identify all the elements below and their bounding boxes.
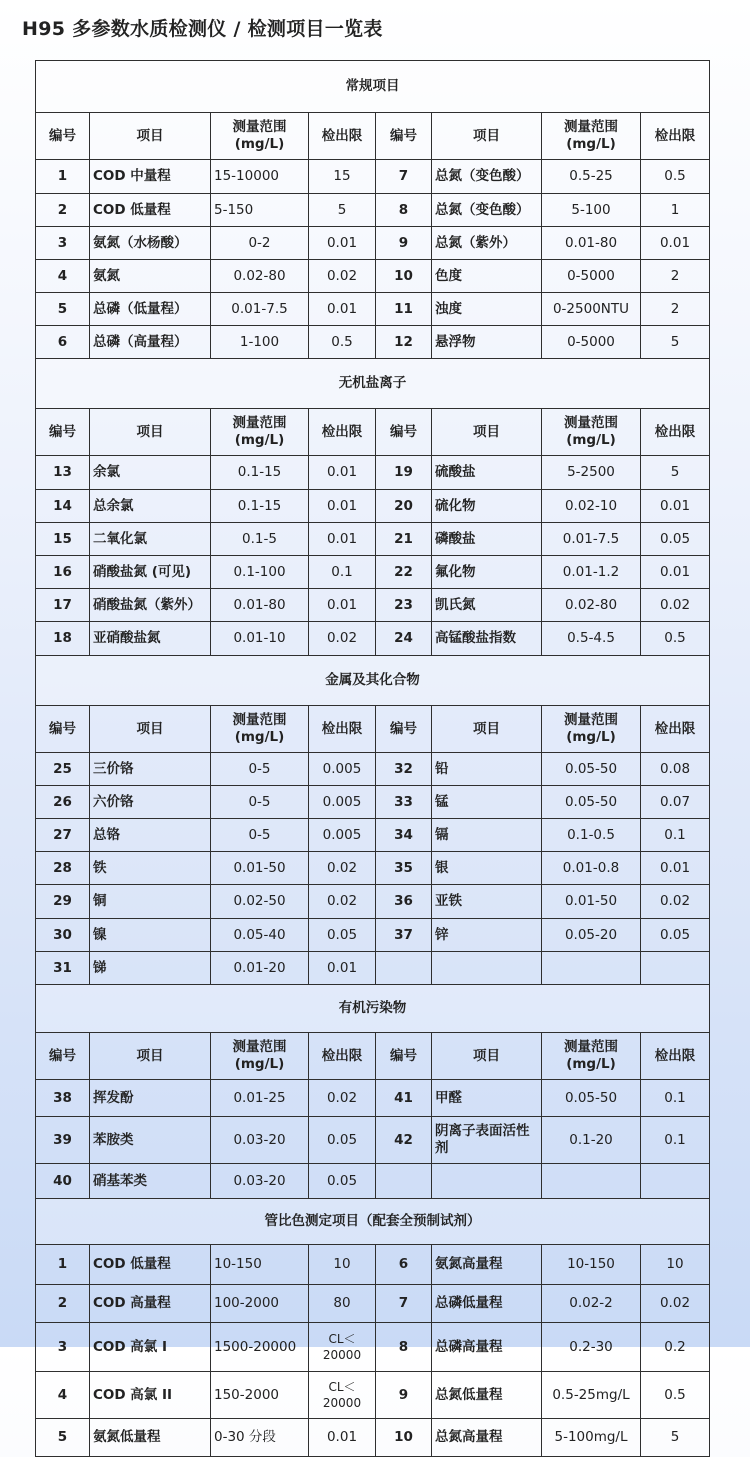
table-row (36, 786, 710, 819)
cell-limit: 0.1 (641, 819, 710, 852)
cell-name: 总氮高量程 (432, 1419, 542, 1457)
cell-num: 30 (36, 919, 90, 952)
cell-limit: 0.02 (641, 885, 710, 919)
cell-num: 36 (376, 885, 432, 919)
cell-limit: 0.2 (641, 1323, 710, 1372)
cell-limit: 0.1 (641, 1117, 710, 1164)
cell-range: 1-100 (211, 326, 309, 359)
cell-limit: 0.02 (309, 622, 376, 656)
cell-name: 氨氮（水杨酸） (90, 227, 211, 260)
cell-limit: 1 (641, 194, 710, 227)
cell-range: 0.01-50 (542, 885, 641, 919)
cell-range: 0.02-80 (542, 589, 641, 622)
cell-name: 氨氮高量程 (432, 1245, 542, 1285)
cell-num: 3 (36, 1323, 90, 1372)
cell-range: 0.03-20 (211, 1164, 309, 1199)
column-header: 测量范围 (mg/L) (542, 409, 641, 456)
cell-range: 0.01-1.2 (542, 556, 641, 589)
table-row (36, 293, 710, 326)
table-row (36, 753, 710, 786)
cell-range: 0.02-10 (542, 490, 641, 523)
cell-limit: 0.01 (641, 852, 710, 885)
cell-name: 硫化物 (432, 490, 542, 523)
cell-limit: 0.02 (309, 885, 376, 919)
cell-num: 9 (376, 1372, 432, 1419)
cell-range: 150-2000 (211, 1372, 309, 1419)
cell-name: 总磷高量程 (432, 1323, 542, 1372)
cell-range (542, 952, 641, 985)
cell-range: 0.1-100 (211, 556, 309, 589)
cell-name: 氟化物 (432, 556, 542, 589)
cell-name: 总氮（变色酸） (432, 160, 542, 194)
cell-limit (641, 952, 710, 985)
column-header: 编号 (376, 1033, 432, 1080)
section-row (36, 656, 710, 706)
cell-num: 29 (36, 885, 90, 919)
table-row (36, 1117, 710, 1164)
cell-limit: CL＜20000 (309, 1372, 376, 1419)
cell-name: 亚铁 (432, 885, 542, 919)
cell-limit: 0.5 (309, 326, 376, 359)
cell-limit: 0.02 (641, 1285, 710, 1323)
cell-limit: 0.02 (309, 260, 376, 293)
cell-limit: 0.05 (641, 919, 710, 952)
cell-name: 二氧化氯 (90, 523, 211, 556)
cell-num: 14 (36, 490, 90, 523)
cell-num: 13 (36, 456, 90, 490)
cell-range: 0.01-7.5 (211, 293, 309, 326)
cell-limit: 0.05 (309, 1164, 376, 1199)
table-row (36, 1245, 710, 1285)
cell-range: 5-150 (211, 194, 309, 227)
cell-num: 33 (376, 786, 432, 819)
cell-num: 20 (376, 490, 432, 523)
cell-name (432, 952, 542, 985)
cell-num: 21 (376, 523, 432, 556)
cell-num: 35 (376, 852, 432, 885)
cell-limit: CL＜20000 (309, 1323, 376, 1372)
column-header: 项目 (90, 113, 211, 160)
cell-range: 0.1-5 (211, 523, 309, 556)
cell-name: 总余氯 (90, 490, 211, 523)
cell-name: 余氯 (90, 456, 211, 490)
cell-name: 总氮（紫外） (432, 227, 542, 260)
column-header: 项目 (90, 706, 211, 753)
cell-num: 17 (36, 589, 90, 622)
cell-num: 42 (376, 1117, 432, 1164)
cell-range: 0-2500NTU (542, 293, 641, 326)
column-header: 检出限 (309, 409, 376, 456)
cell-name (432, 1164, 542, 1199)
cell-name: COD 高氯 I (90, 1323, 211, 1372)
column-header: 测量范围 (mg/L) (211, 1033, 309, 1080)
cell-range: 0.1-15 (211, 456, 309, 490)
cell-num: 12 (376, 326, 432, 359)
cell-limit: 0.1 (309, 556, 376, 589)
cell-limit: 0.005 (309, 753, 376, 786)
cell-limit: 10 (309, 1245, 376, 1285)
cell-name: 氨氮低量程 (90, 1419, 211, 1457)
cell-limit: 2 (641, 260, 710, 293)
cell-name: 硝酸盐氮 (可见) (90, 556, 211, 589)
cell-num: 1 (36, 1245, 90, 1285)
table-row (36, 1372, 710, 1419)
cell-range: 0.1-15 (211, 490, 309, 523)
cell-name: 镍 (90, 919, 211, 952)
cell-limit: 0.01 (309, 523, 376, 556)
cell-range: 0.05-40 (211, 919, 309, 952)
column-header: 编号 (36, 1033, 90, 1080)
cell-limit: 0.01 (309, 1419, 376, 1457)
cell-limit: 5 (641, 326, 710, 359)
cell-num: 6 (36, 326, 90, 359)
cell-num: 24 (376, 622, 432, 656)
cell-limit: 15 (309, 160, 376, 194)
cell-name: 硫酸盐 (432, 456, 542, 490)
cell-limit: 0.05 (641, 523, 710, 556)
section-row (36, 985, 710, 1033)
column-header: 编号 (36, 409, 90, 456)
cell-range: 0.1-20 (542, 1117, 641, 1164)
cell-limit: 0.005 (309, 819, 376, 852)
table-row (36, 885, 710, 919)
cell-num: 15 (36, 523, 90, 556)
cell-limit: 0.5 (641, 160, 710, 194)
cell-range: 5-100mg/L (542, 1419, 641, 1457)
cell-name: 铅 (432, 753, 542, 786)
column-header: 检出限 (641, 706, 710, 753)
cell-limit: 0.01 (309, 227, 376, 260)
cell-name: 甲醛 (432, 1080, 542, 1117)
column-header: 项目 (432, 1033, 542, 1080)
cell-range: 0-5000 (542, 260, 641, 293)
cell-name: 铁 (90, 852, 211, 885)
cell-range: 5-100 (542, 194, 641, 227)
page-title: H95 多参数水质检测仪 / 检测项目一览表 (22, 18, 383, 40)
header-row (36, 706, 710, 753)
cell-name: 锌 (432, 919, 542, 952)
cell-limit: 0.05 (309, 919, 376, 952)
cell-limit: 0.5 (641, 622, 710, 656)
cell-num: 22 (376, 556, 432, 589)
cell-limit: 0.01 (309, 456, 376, 490)
column-header: 测量范围 (mg/L) (211, 706, 309, 753)
section-title: 金属及其化合物 (36, 656, 710, 706)
cell-range: 15-10000 (211, 160, 309, 194)
cell-limit: 0.01 (309, 293, 376, 326)
cell-num: 9 (376, 227, 432, 260)
cell-num (376, 1164, 432, 1199)
cell-num: 8 (376, 194, 432, 227)
cell-name: 镉 (432, 819, 542, 852)
section-row (36, 1199, 710, 1245)
cell-range: 0.01-80 (211, 589, 309, 622)
table-row (36, 622, 710, 656)
table-row (36, 227, 710, 260)
cell-limit: 10 (641, 1245, 710, 1285)
header-row (36, 409, 710, 456)
cell-num: 6 (376, 1245, 432, 1285)
column-header: 项目 (90, 409, 211, 456)
cell-range: 0.05-50 (542, 786, 641, 819)
cell-num: 27 (36, 819, 90, 852)
table-row (36, 456, 710, 490)
cell-range: 0.02-80 (211, 260, 309, 293)
column-header: 项目 (90, 1033, 211, 1080)
cell-num: 19 (376, 456, 432, 490)
cell-range: 0.1-0.5 (542, 819, 641, 852)
cell-limit (641, 1164, 710, 1199)
cell-name: 银 (432, 852, 542, 885)
table-row (36, 819, 710, 852)
table-row (36, 1419, 710, 1457)
table-row (36, 194, 710, 227)
cell-num: 18 (36, 622, 90, 656)
cell-num: 34 (376, 819, 432, 852)
header-row (36, 113, 710, 160)
cell-num: 4 (36, 260, 90, 293)
cell-num: 40 (36, 1164, 90, 1199)
cell-name: 苯胺类 (90, 1117, 211, 1164)
cell-range (542, 1164, 641, 1199)
cell-name: 氨氮 (90, 260, 211, 293)
cell-num: 16 (36, 556, 90, 589)
cell-name: 色度 (432, 260, 542, 293)
cell-num: 8 (376, 1323, 432, 1372)
cell-name: 总磷低量程 (432, 1285, 542, 1323)
cell-range: 10-150 (542, 1245, 641, 1285)
cell-num: 3 (36, 227, 90, 260)
cell-name: 亚硝酸盐氮 (90, 622, 211, 656)
cell-num: 38 (36, 1080, 90, 1117)
cell-name: 总铬 (90, 819, 211, 852)
cell-range: 0-5 (211, 819, 309, 852)
table-row (36, 589, 710, 622)
table-row (36, 490, 710, 523)
cell-range: 0.01-25 (211, 1080, 309, 1117)
column-header: 项目 (432, 409, 542, 456)
cell-range: 0.5-25mg/L (542, 1372, 641, 1419)
cell-num: 7 (376, 160, 432, 194)
table-row (36, 1080, 710, 1117)
table-row (36, 160, 710, 194)
cell-limit: 0.01 (641, 490, 710, 523)
cell-limit: 0.02 (309, 852, 376, 885)
cell-num (376, 952, 432, 985)
column-header: 检出限 (309, 1033, 376, 1080)
column-header: 检出限 (641, 409, 710, 456)
cell-num: 1 (36, 160, 90, 194)
table-row (36, 1164, 710, 1199)
cell-limit: 0.08 (641, 753, 710, 786)
column-header: 测量范围 (mg/L) (211, 113, 309, 160)
cell-name: 六价铬 (90, 786, 211, 819)
cell-range: 0.2-30 (542, 1323, 641, 1372)
section-title: 常规项目 (36, 61, 710, 113)
column-header: 检出限 (309, 706, 376, 753)
cell-num: 10 (376, 260, 432, 293)
detection-items-table (35, 60, 710, 1457)
column-header: 项目 (432, 706, 542, 753)
table-row (36, 1323, 710, 1372)
cell-limit: 5 (309, 194, 376, 227)
cell-limit: 0.1 (641, 1080, 710, 1117)
cell-limit: 0.01 (309, 952, 376, 985)
header-row (36, 1033, 710, 1080)
column-header: 测量范围 (mg/L) (542, 706, 641, 753)
section-row (36, 61, 710, 113)
cell-name: COD 高量程 (90, 1285, 211, 1323)
cell-range: 0.05-50 (542, 753, 641, 786)
cell-name: 总磷（低量程） (90, 293, 211, 326)
cell-range: 0.01-7.5 (542, 523, 641, 556)
cell-num: 23 (376, 589, 432, 622)
cell-num: 39 (36, 1117, 90, 1164)
cell-name: 悬浮物 (432, 326, 542, 359)
cell-limit: 5 (641, 1419, 710, 1457)
cell-name: 总氮低量程 (432, 1372, 542, 1419)
column-header: 编号 (36, 706, 90, 753)
cell-num: 5 (36, 293, 90, 326)
cell-num: 5 (36, 1419, 90, 1457)
cell-range: 1500-20000 (211, 1323, 309, 1372)
cell-limit: 0.005 (309, 786, 376, 819)
cell-limit: 0.05 (309, 1117, 376, 1164)
cell-num: 7 (376, 1285, 432, 1323)
column-header: 编号 (376, 706, 432, 753)
cell-name: 铜 (90, 885, 211, 919)
column-header: 编号 (36, 113, 90, 160)
cell-limit: 5 (641, 456, 710, 490)
cell-name: 硝酸盐氮（紫外） (90, 589, 211, 622)
cell-limit: 0.07 (641, 786, 710, 819)
cell-range: 0.01-0.8 (542, 852, 641, 885)
cell-range: 0.05-50 (542, 1080, 641, 1117)
table-row (36, 1285, 710, 1323)
cell-name: 三价铬 (90, 753, 211, 786)
column-header: 测量范围 (mg/L) (542, 1033, 641, 1080)
cell-limit: 0.02 (309, 1080, 376, 1117)
cell-limit: 0.02 (641, 589, 710, 622)
table-row (36, 523, 710, 556)
cell-name: COD 中量程 (90, 160, 211, 194)
table-row (36, 260, 710, 293)
cell-num: 10 (376, 1419, 432, 1457)
cell-name: 锑 (90, 952, 211, 985)
cell-name: 磷酸盐 (432, 523, 542, 556)
section-title: 有机污染物 (36, 985, 710, 1033)
cell-limit: 0.01 (309, 490, 376, 523)
cell-range: 0.01-80 (542, 227, 641, 260)
cell-num: 31 (36, 952, 90, 985)
section-title: 无机盐离子 (36, 359, 710, 409)
cell-range: 10-150 (211, 1245, 309, 1285)
cell-num: 28 (36, 852, 90, 885)
cell-range: 100-2000 (211, 1285, 309, 1323)
column-header: 测量范围 (mg/L) (211, 409, 309, 456)
cell-num: 25 (36, 753, 90, 786)
cell-name: COD 高氯 II (90, 1372, 211, 1419)
cell-range: 5-2500 (542, 456, 641, 490)
cell-name: COD 低量程 (90, 194, 211, 227)
cell-name: 挥发酚 (90, 1080, 211, 1117)
cell-range: 0-5000 (542, 326, 641, 359)
column-header: 项目 (432, 113, 542, 160)
section-row (36, 359, 710, 409)
table-row (36, 852, 710, 885)
cell-limit: 0.01 (641, 227, 710, 260)
cell-name: 凯氏氮 (432, 589, 542, 622)
cell-num: 11 (376, 293, 432, 326)
cell-range: 0-30 分段 (211, 1419, 309, 1457)
cell-num: 2 (36, 1285, 90, 1323)
cell-name: 阴离子表面活性剂 (432, 1117, 542, 1164)
cell-num: 4 (36, 1372, 90, 1419)
column-header: 编号 (376, 113, 432, 160)
cell-num: 41 (376, 1080, 432, 1117)
cell-range: 0.02-50 (211, 885, 309, 919)
cell-num: 32 (376, 753, 432, 786)
cell-range: 0.01-20 (211, 952, 309, 985)
table-row (36, 556, 710, 589)
cell-limit: 0.01 (641, 556, 710, 589)
cell-name: 锰 (432, 786, 542, 819)
table-row (36, 326, 710, 359)
cell-range: 0-5 (211, 786, 309, 819)
column-header: 检出限 (309, 113, 376, 160)
cell-range: 0-2 (211, 227, 309, 260)
cell-name: 总氮（变色酸） (432, 194, 542, 227)
cell-name: 总磷（高量程） (90, 326, 211, 359)
cell-name: 高锰酸盐指数 (432, 622, 542, 656)
column-header: 检出限 (641, 1033, 710, 1080)
table-row (36, 919, 710, 952)
cell-name: 浊度 (432, 293, 542, 326)
cell-range: 0.01-10 (211, 622, 309, 656)
cell-range: 0.03-20 (211, 1117, 309, 1164)
column-header: 编号 (376, 409, 432, 456)
cell-limit: 0.5 (641, 1372, 710, 1419)
cell-name: COD 低量程 (90, 1245, 211, 1285)
column-header: 检出限 (641, 113, 710, 160)
cell-limit: 0.01 (309, 589, 376, 622)
cell-limit: 2 (641, 293, 710, 326)
cell-range: 0.02-2 (542, 1285, 641, 1323)
cell-range: 0.05-20 (542, 919, 641, 952)
cell-range: 0.5-4.5 (542, 622, 641, 656)
column-header: 测量范围 (mg/L) (542, 113, 641, 160)
cell-name: 硝基苯类 (90, 1164, 211, 1199)
cell-num: 37 (376, 919, 432, 952)
cell-range: 0.01-50 (211, 852, 309, 885)
cell-limit: 80 (309, 1285, 376, 1323)
cell-num: 2 (36, 194, 90, 227)
cell-range: 0.5-25 (542, 160, 641, 194)
table-row (36, 952, 710, 985)
cell-range: 0-5 (211, 753, 309, 786)
section-title: 管比色测定项目（配套全预制试剂） (36, 1199, 710, 1245)
cell-num: 26 (36, 786, 90, 819)
